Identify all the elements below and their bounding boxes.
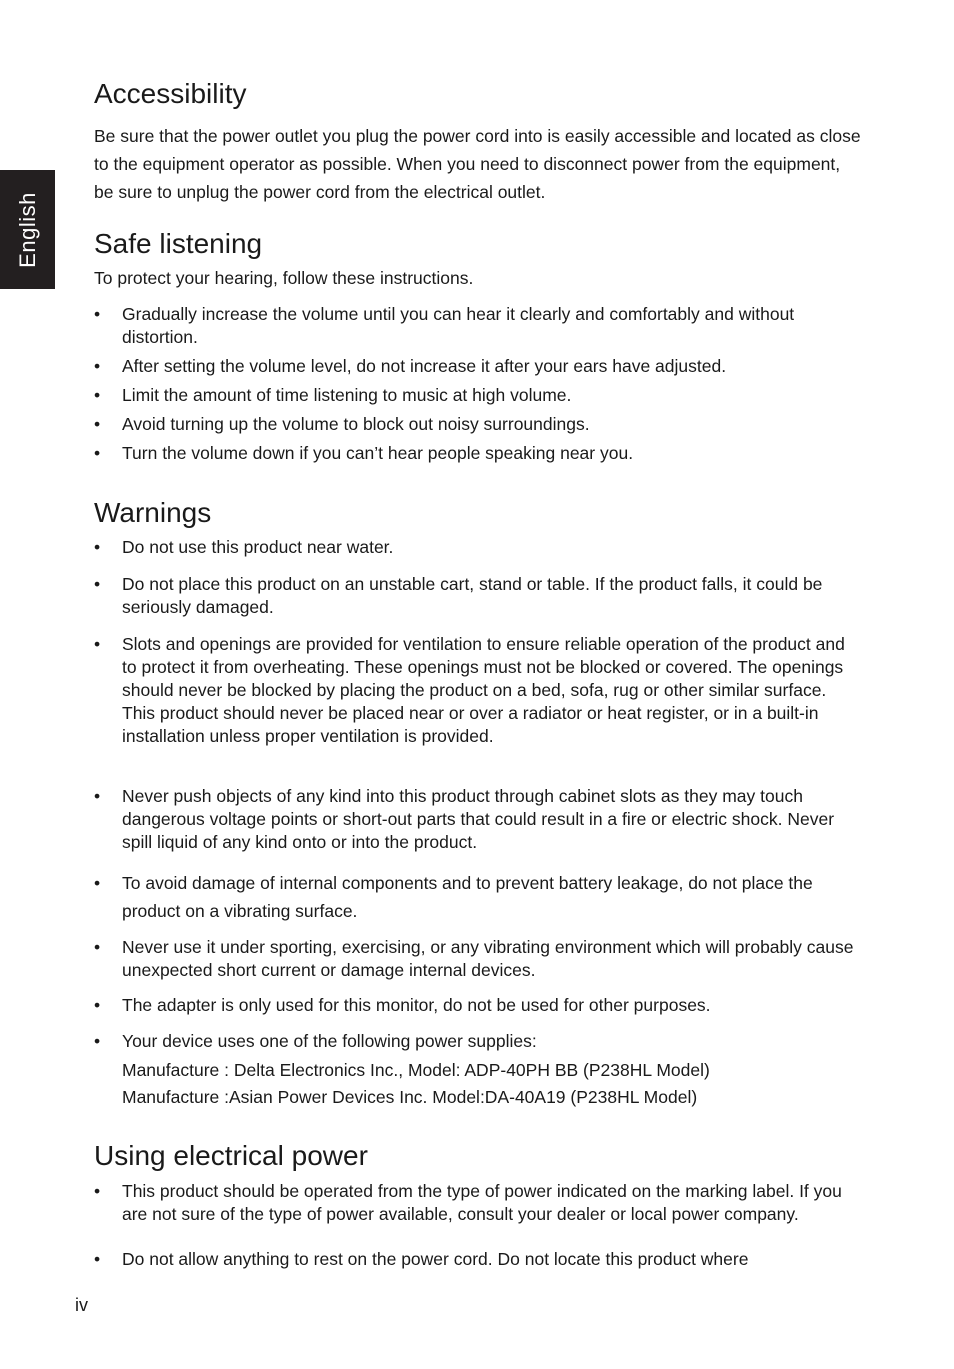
bullet-icon: •	[94, 634, 101, 654]
bullet-icon: •	[94, 356, 101, 376]
list-item	[94, 536, 854, 559]
bullet-icon: •	[94, 304, 101, 324]
list-item	[94, 384, 854, 407]
power-supply-line: Manufacture : Delta Electronics Inc., Model: ADP-40PH BB (P238HL Model)	[122, 1060, 710, 1080]
bullet-icon: •	[94, 414, 101, 434]
list-item	[94, 1248, 854, 1271]
safe-listening-heading: Safe listening	[94, 228, 263, 259]
language-tab-label: English	[14, 191, 40, 268]
accessibility-body: Be sure that the power outlet you plug the power cord into is easily accessible and located as close to the equipment operator as possible. When you need to disconnect power from the equipment, be sure to unplug the power cord from the electrical outlet.	[94, 126, 861, 202]
bullet-icon: •	[94, 537, 101, 557]
accessibility-heading: Accessibility	[94, 78, 247, 109]
list-item	[94, 994, 854, 1017]
bullet-icon: •	[94, 937, 101, 957]
list-item	[94, 936, 854, 982]
list-item	[94, 869, 854, 925]
list-item	[94, 303, 854, 349]
list-item-text: To avoid damage of internal components and to prevent battery leakage, do not place the product on a vibrating surface.	[122, 873, 813, 921]
list-item-text: Do not use this product near water.	[122, 537, 394, 557]
bullet-icon: •	[94, 995, 101, 1015]
list-item	[94, 413, 854, 436]
electrical-power-heading: Using electrical power	[94, 1140, 368, 1171]
bullet-icon: •	[94, 1031, 101, 1051]
power-supply-line: Manufacture :Asian Power Devices Inc. Model:DA-40A19 (P238HL Model)	[122, 1087, 698, 1107]
list-item-text: Gradually increase the volume until you can hear it clearly and comfortably and without distortion.	[122, 304, 795, 347]
bullet-icon: •	[94, 574, 101, 594]
bullet-icon: •	[94, 443, 101, 463]
list-item-text: Slots and openings are provided for ventilation to ensure reliable operation of the product and to protect it from overheating. These openings must not be blocked or covered. The openings should never be blocked by placing the product on a bed, sofa, rug or other similar surface. This product should never be placed near or over a radiator or heat register, or in a built-in installation unless proper ventilation is provided.	[122, 634, 845, 746]
warnings-heading: Warnings	[94, 497, 212, 528]
list-item-text: Do not place this product on an unstable cart, stand or table. If the product falls, it could be seriously damaged.	[122, 574, 823, 617]
list-item	[94, 442, 854, 465]
list-item-text: The adapter is only used for this monitor, do not be used for other purposes.	[122, 995, 711, 1015]
bullet-icon: •	[94, 1249, 101, 1269]
bullet-icon: •	[94, 1181, 101, 1201]
list-item	[94, 785, 854, 854]
list-item	[94, 1180, 854, 1226]
list-item	[94, 633, 854, 748]
list-item-text: Avoid turning up the volume to block out noisy surroundings.	[122, 414, 590, 434]
list-item-text: Turn the volume down if you can’t hear people speaking near you.	[122, 443, 634, 463]
list-item-text: Never use it under sporting, exercising, or any vibrating environment which will probably cause unexpected short current or damage internal devices.	[122, 937, 854, 980]
page-number: iv	[75, 1295, 88, 1315]
list-item	[94, 1030, 854, 1053]
list-item-text: Limit the amount of time listening to music at high volume.	[122, 385, 572, 405]
list-item	[94, 573, 854, 619]
bullet-icon: •	[94, 873, 101, 893]
list-item-text: Do not allow anything to rest on the power cord. Do not locate this product where	[122, 1249, 749, 1269]
safe-listening-intro: To protect your hearing, follow these instructions.	[94, 268, 474, 288]
list-item	[94, 355, 854, 378]
list-item-text: Never push objects of any kind into this product through cabinet slots as they may touch dangerous voltage points or short-out parts that could result in a fire or electric shock. Never spill liquid of any kind onto or into the product.	[122, 786, 835, 852]
bullet-icon: •	[94, 786, 101, 806]
language-tab	[0, 170, 55, 289]
list-item-text: After setting the volume level, do not increase it after your ears have adjusted.	[122, 356, 727, 376]
list-item-text: Your device uses one of the following power supplies:	[122, 1031, 537, 1051]
bullet-icon: •	[94, 385, 101, 405]
list-item-text: This product should be operated from the type of power indicated on the marking label. If you are not sure of the type of power available, consult your dealer or local power company.	[122, 1181, 842, 1224]
